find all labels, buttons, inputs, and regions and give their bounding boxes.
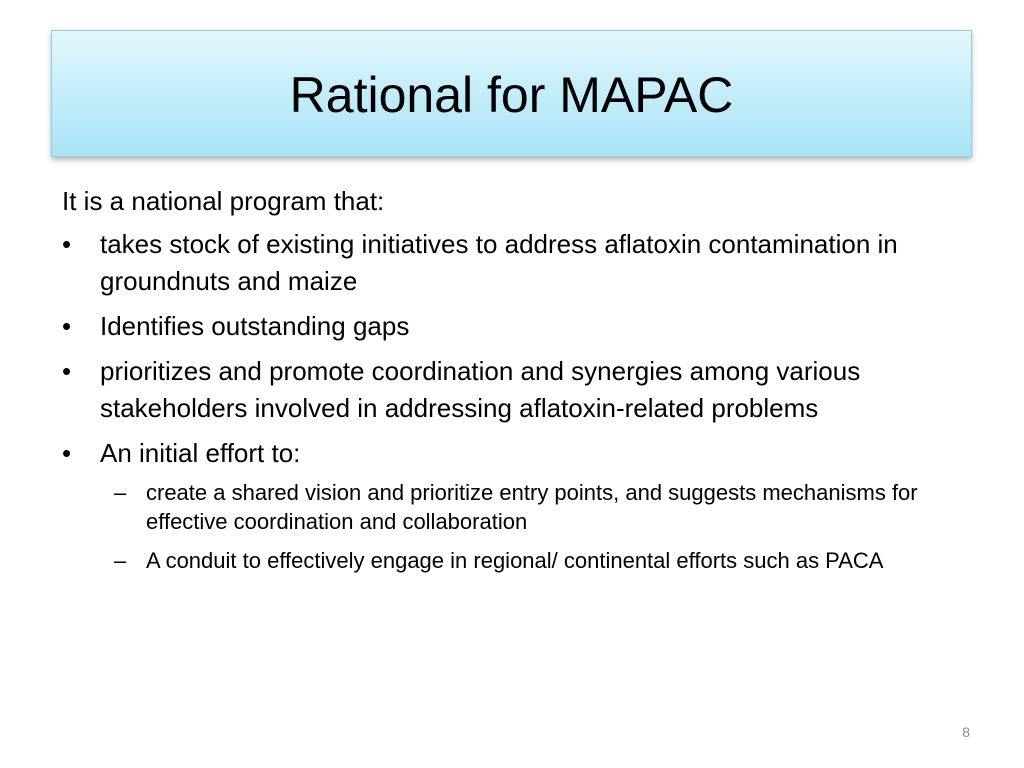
sub-bullet-text: create a shared vision and prioritize entry points, and suggests mechanisms for effective coordination and collaboration: [146, 480, 918, 534]
list-item: [62, 353, 972, 427]
dash-icon: –: [114, 548, 127, 573]
bullet-text: prioritizes and promote coordination and synergies among various stakeholders involved in addressing aflatoxin-related problems: [100, 356, 861, 423]
sub-list-item: [100, 546, 972, 575]
sub-bullet-list: [100, 478, 972, 575]
slide-body: [62, 183, 972, 585]
bullet-list: [62, 226, 972, 575]
page-number: 8: [962, 724, 970, 740]
bullet-icon: •: [62, 356, 72, 386]
list-item: [62, 308, 972, 345]
list-item: [62, 226, 972, 300]
intro-text: It is a national program that:: [62, 186, 385, 216]
bullet-icon: •: [62, 311, 72, 341]
bullet-text: Identifies outstanding gaps: [100, 311, 410, 341]
slide-title: Rational for MAPAC: [289, 66, 734, 123]
list-item: [62, 435, 972, 575]
bullet-icon: •: [62, 438, 72, 468]
bullet-text: takes stock of existing initiatives to address aflatoxin contamination in groundnuts and maize: [100, 229, 898, 296]
dash-icon: –: [114, 480, 127, 505]
sub-bullet-text: A conduit to effectively engage in regional/ continental efforts such as PACA: [146, 548, 884, 573]
bullet-icon: •: [62, 229, 72, 259]
title-banner: [51, 30, 972, 157]
sub-list-item: [100, 478, 972, 536]
bullet-text: An initial effort to:: [100, 438, 301, 468]
